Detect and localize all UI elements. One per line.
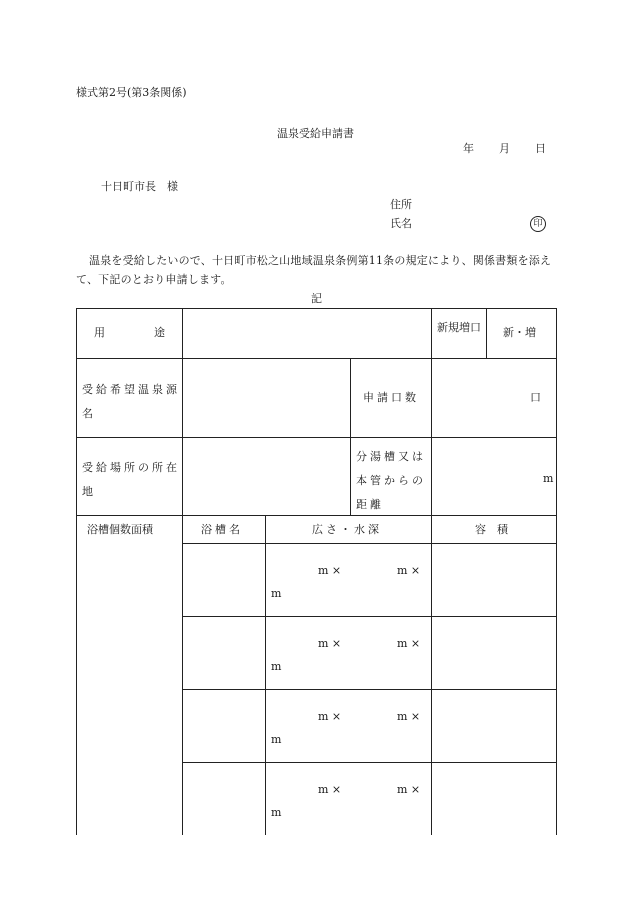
bath-name-header: 浴槽名	[201, 523, 243, 536]
table-rule	[182, 689, 557, 690]
depth-unit: m	[271, 660, 282, 673]
size-depth-header: 広さ・水深	[312, 523, 382, 536]
seal-mark: 印	[530, 216, 546, 232]
bath-count-area-label: 浴槽個数面積	[87, 523, 153, 536]
table-rule	[76, 437, 557, 438]
table-rule	[431, 308, 432, 835]
apply-count-unit: 口	[530, 391, 541, 404]
table-rule	[265, 515, 266, 835]
width-unit: m ×	[318, 564, 342, 577]
table-rule	[350, 358, 351, 515]
length-unit: m ×	[397, 637, 421, 650]
distance-unit: m	[543, 472, 554, 485]
application-body-text: 温泉を受給したいので、十日町市松之山地域温泉条例第11条の規定により、関係書類を添えて、下記のとおり申請します。	[76, 254, 552, 286]
depth-unit: m	[271, 733, 282, 746]
table-rule	[76, 358, 557, 359]
table-rule	[182, 616, 557, 617]
usage-label-a: 用	[94, 326, 105, 339]
location-label: 受給場所の所在地	[82, 461, 180, 498]
date-month-label: 月	[499, 142, 510, 155]
depth-unit: m	[271, 587, 282, 600]
width-unit: m ×	[318, 637, 342, 650]
length-unit: m ×	[397, 783, 421, 796]
ki-heading: 記	[311, 292, 322, 305]
address-label: 住所	[390, 198, 412, 211]
usage-label-b: 途	[154, 326, 165, 339]
name-label: 氏名	[390, 217, 412, 230]
source-name-label: 受給希望温泉源名	[82, 383, 180, 420]
volume-header: 容 積	[475, 523, 508, 536]
width-unit: m ×	[318, 783, 342, 796]
date-year-label: 年	[463, 142, 474, 155]
addressee: 十日町市長 様	[101, 180, 178, 193]
table-rule	[76, 515, 557, 516]
distance-label: 分湯槽又は本管からの距離	[356, 450, 426, 511]
table-rule	[76, 308, 557, 309]
date-day-label: 日	[535, 142, 546, 155]
apply-count-label: 申請口数	[363, 391, 419, 404]
new-increase-label: 新規増口	[437, 321, 481, 334]
table-rule	[76, 308, 77, 835]
table-rule	[486, 308, 487, 358]
depth-unit: m	[271, 806, 282, 819]
length-unit: m ×	[397, 710, 421, 723]
table-rule	[182, 308, 183, 835]
form-style-number: 様式第2号(第3条関係)	[76, 86, 187, 99]
table-rule	[182, 543, 557, 544]
table-rule	[182, 762, 557, 763]
width-unit: m ×	[318, 710, 342, 723]
form-title: 温泉受給申請書	[277, 127, 354, 140]
table-rule	[556, 308, 557, 835]
new-increase-value: 新・増	[503, 326, 536, 339]
length-unit: m ×	[397, 564, 421, 577]
